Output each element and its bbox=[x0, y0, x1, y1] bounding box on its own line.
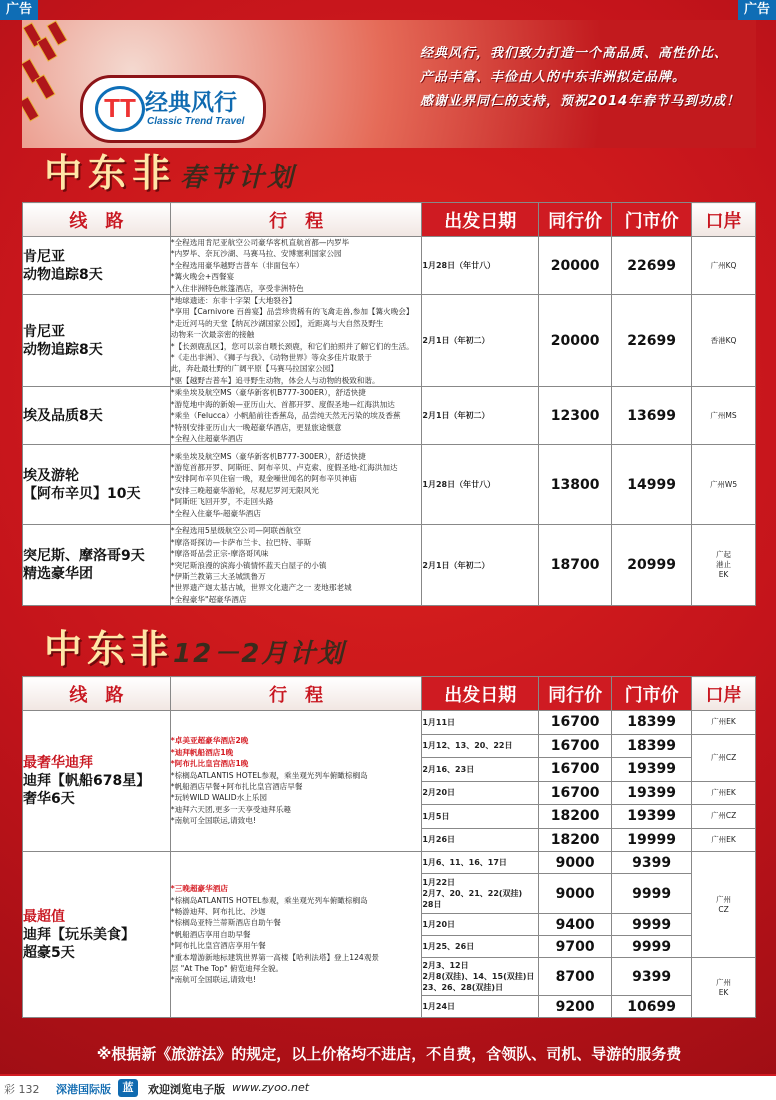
route-name: 肯尼亚 bbox=[23, 248, 65, 265]
retail-price: 18399 bbox=[612, 734, 692, 758]
itinerary-line: *享用【Carnivore 百兽宴】品尝珍贵稀有的飞禽走兽,参加【篝火晚会】 bbox=[170, 307, 414, 317]
header-itinerary: 行 程 bbox=[170, 203, 422, 237]
departure-date: 1月28日（年廿八） bbox=[422, 237, 539, 295]
departure-date bbox=[422, 805, 539, 829]
retail-price: 9399 bbox=[612, 958, 692, 996]
retail-price: 22699 bbox=[612, 295, 692, 387]
header-departure: 出发日期 bbox=[422, 677, 539, 711]
peer-price: 18200 bbox=[539, 828, 612, 852]
itinerary-line: *【长颈鹿乱区】，您可以亲自喂长颈鹿，和它们拍照并了解它们的生活。 bbox=[170, 341, 414, 351]
departure-date: 2月1日（年初二） bbox=[422, 525, 539, 606]
itinerary-line: *全程选用豪华越野吉普车（非面包车） bbox=[170, 260, 304, 270]
route-name: 突尼斯、摩洛哥9天 bbox=[23, 548, 145, 565]
edition-name: 深港国际版 bbox=[56, 1083, 111, 1096]
route-cell bbox=[23, 525, 171, 606]
section-title-sub: 12－2月计划 bbox=[173, 639, 346, 669]
route-name: 埃及游轮 bbox=[23, 467, 79, 484]
header-itinerary: 行 程 bbox=[170, 677, 422, 711]
itinerary-line: *棕榈岛亚特兰蒂斯酒店自助午餐 bbox=[170, 918, 281, 928]
date-line: 1月26日 bbox=[422, 835, 456, 845]
itinerary-line: *畅游迪拜、阿布扎比、沙迦 bbox=[170, 906, 266, 916]
itinerary-line: *乘坐埃及航空MS（豪华新客机B777-300ER），舒适快捷 bbox=[170, 388, 366, 398]
peer-price: 18200 bbox=[539, 805, 612, 829]
port-name: CZ bbox=[718, 904, 729, 914]
port-cell bbox=[692, 958, 756, 1018]
logo-name: 经典风行 bbox=[145, 90, 237, 116]
route-cell bbox=[23, 295, 171, 387]
header-retail-price: 门市价 bbox=[612, 203, 692, 237]
header-port: 口岸 bbox=[692, 677, 756, 711]
itinerary-line: *安排阿布辛贝住宿一晚，观金噪世闻名的阿布辛贝神庙 bbox=[170, 474, 357, 484]
itinerary-line: *驱【越野吉普车】追寻野生动物，体会人与动物的极致和谐。 bbox=[170, 375, 380, 385]
port-cell bbox=[692, 781, 756, 805]
itinerary-line: *南航可全国联运,请致电! bbox=[170, 816, 256, 826]
header-peer-price: 同行价 bbox=[539, 203, 612, 237]
retail-price: 10699 bbox=[612, 996, 692, 1018]
itinerary-line: *游览首都开罗、阿斯旺、阿布辛贝、卢克索、度假圣地-红海洪加达 bbox=[170, 463, 398, 472]
itinerary-highlight: *阿布扎比皇宫酒店1晚 bbox=[170, 759, 249, 769]
itinerary-line: *南航可全国联运,请致电! bbox=[170, 975, 256, 985]
departure-date bbox=[422, 852, 539, 874]
departure-date bbox=[422, 758, 539, 782]
spring-plan-table bbox=[22, 202, 756, 606]
header-peer-price: 同行价 bbox=[539, 677, 612, 711]
page-number: 彩 132 bbox=[4, 1083, 40, 1096]
header-port: 口岸 bbox=[692, 203, 756, 237]
itinerary-highlight: *迪拜帆船酒店1晚 bbox=[170, 747, 234, 757]
table-row bbox=[23, 852, 756, 874]
itinerary-line: *伊斯兰教第三大圣城凯鲁万 bbox=[170, 571, 266, 581]
itinerary-highlight: *卓美亚超豪华酒店2晚 bbox=[170, 736, 249, 746]
section-title-sub: 春节计划 bbox=[180, 163, 297, 193]
retail-price: 22699 bbox=[612, 237, 692, 295]
itinerary-cell bbox=[170, 711, 422, 852]
route-name: 动物追踪8天 bbox=[23, 266, 103, 283]
ad-tag-right: 广告 bbox=[738, 0, 776, 20]
route-cell bbox=[23, 387, 171, 445]
itinerary-line: *《走出非洲》、《狮子与我》、《动物世界》等众多佳片取景于 bbox=[170, 353, 372, 363]
port-cell bbox=[692, 852, 756, 958]
logo-english-name: Classic Trend Travel bbox=[147, 116, 245, 127]
itinerary-cell bbox=[170, 387, 422, 445]
retail-price: 13699 bbox=[612, 387, 692, 445]
date-line: 1月5日 bbox=[422, 811, 450, 821]
port-name: 广起 bbox=[716, 550, 732, 560]
port-name: 广州 bbox=[716, 977, 732, 987]
dec-feb-plan-table bbox=[22, 676, 756, 1018]
itinerary-line: *全程选用5星级航空公司—阿联酋航空 bbox=[170, 526, 301, 536]
port-name: 广州KQ bbox=[710, 260, 737, 270]
peer-price: 16700 bbox=[539, 781, 612, 805]
route-name bbox=[23, 772, 170, 808]
route-name: 【阿布辛贝】10天 bbox=[23, 485, 141, 502]
port-cell bbox=[692, 237, 756, 295]
itinerary-line: *全程豪华"超豪华酒店 bbox=[170, 594, 247, 604]
itinerary-line: *帆船酒店早餐+阿布扎比皇宫酒店早餐 bbox=[170, 782, 303, 791]
itinerary-line: *入住非洲特色帐篷酒店，享受非洲特色 bbox=[170, 283, 304, 293]
departure-date: 1月28日（年廿八） bbox=[422, 445, 539, 525]
itinerary-highlight: *三晚超豪华酒店 bbox=[170, 884, 228, 894]
header-departure: 出发日期 bbox=[422, 203, 539, 237]
date-line: 1月24日 bbox=[422, 1002, 456, 1011]
retail-price: 9999 bbox=[612, 914, 692, 936]
retail-price: 19399 bbox=[612, 781, 692, 805]
port-name: EK bbox=[718, 570, 729, 580]
port-cell bbox=[692, 295, 756, 387]
peer-price: 13800 bbox=[539, 445, 612, 525]
port-name: 广州EK bbox=[711, 834, 736, 844]
itinerary-line: 此，奔赴最壮野的广阔平原【马赛马拉国家公园】 bbox=[170, 364, 338, 374]
itinerary-cell bbox=[170, 295, 422, 387]
itinerary-line: *重本增游新地标建筑世界第一高楼【哈利法塔】登上124观景 bbox=[170, 952, 379, 962]
header-route: 线 路 bbox=[23, 203, 171, 237]
retail-price: 9399 bbox=[612, 852, 692, 874]
port-cell bbox=[692, 828, 756, 852]
peer-price: 16700 bbox=[539, 711, 612, 735]
route-cell bbox=[23, 852, 171, 1018]
itinerary-line: *地球遗迹：东非十字架【大地裂谷】 bbox=[170, 296, 297, 306]
date-line: 2月8(双挂)、14、15(双挂)日 bbox=[422, 972, 535, 981]
departure-date bbox=[422, 996, 539, 1018]
departure-date bbox=[422, 711, 539, 735]
itinerary-line: 层 "At The Top" 俯览迪拜全貌。 bbox=[170, 964, 284, 974]
departure-date: 2月1日（年初二） bbox=[422, 295, 539, 387]
itinerary-line: *全程入住豪华-超豪华酒店 bbox=[170, 508, 261, 518]
itinerary-line: *玩转WILD WALID水上乐园 bbox=[170, 793, 267, 803]
slogan-line: 产品丰富、丰俭由人的中东非洲拟定品牌。 bbox=[420, 70, 687, 85]
retail-price: 20999 bbox=[612, 525, 692, 606]
itinerary-line: *乘坐埃及航空MS（豪华新客机B777-300ER），舒适快捷 bbox=[170, 451, 366, 461]
date-line: 2月20日 bbox=[422, 788, 456, 798]
retail-price: 19399 bbox=[612, 805, 692, 829]
route-highlight: 最超值 bbox=[23, 908, 65, 925]
itinerary-line: *内罗毕、奈瓦沙湖、马赛马拉、安博塞利国家公园 bbox=[170, 249, 342, 259]
section-title-main: 中东非 bbox=[44, 151, 177, 195]
port-cell bbox=[692, 445, 756, 525]
date-line: 1月20日 bbox=[422, 920, 456, 929]
peer-price: 9000 bbox=[539, 874, 612, 914]
itinerary-line: *篝火晚会+西餐宴 bbox=[170, 272, 235, 282]
port-name: 广州 bbox=[716, 894, 732, 904]
route-name-line: 超豪5天 bbox=[23, 944, 75, 961]
port-cell bbox=[692, 387, 756, 445]
itinerary-cell bbox=[170, 525, 422, 606]
port-cell bbox=[692, 525, 756, 606]
peer-price: 16700 bbox=[539, 758, 612, 782]
route-name: 肯尼亚 bbox=[23, 323, 65, 340]
itinerary-cell bbox=[170, 445, 422, 525]
departure-date bbox=[422, 936, 539, 958]
itinerary-cell bbox=[170, 237, 422, 295]
port-cell bbox=[692, 711, 756, 735]
itinerary-line: *世界遗产迦太基古城，世界文化遗产之一 麦地那老城 bbox=[170, 583, 352, 593]
date-line: 23、26、28(双挂)日 bbox=[422, 983, 504, 992]
departure-date bbox=[422, 781, 539, 805]
itinerary-line: *帆船酒店享用自助早餐 bbox=[170, 929, 251, 939]
retail-price: 14999 bbox=[612, 445, 692, 525]
peer-price: 16700 bbox=[539, 734, 612, 758]
route-name: 埃及品质8天 bbox=[23, 407, 103, 424]
table-header bbox=[23, 677, 756, 711]
itinerary-cell bbox=[170, 852, 422, 1018]
route-name: 精选豪华团 bbox=[23, 566, 93, 583]
route-cell bbox=[23, 711, 171, 852]
section-title-main: 中东非 bbox=[44, 627, 174, 671]
port-name: 广州CZ bbox=[710, 811, 737, 821]
page-footer bbox=[0, 1074, 776, 1100]
departure-date bbox=[422, 874, 539, 914]
port-name: 广州CZ bbox=[710, 752, 737, 762]
port-name: 广州EK bbox=[711, 787, 736, 797]
footer-url[interactable]: www.zyoo.net bbox=[232, 1081, 310, 1094]
itinerary-line: *阿斯旺飞回开罗，不走回头路 bbox=[170, 497, 274, 507]
route-name-line: 奢华6天 bbox=[23, 791, 75, 807]
itinerary-line: *迪拜六天团,更多一天享受迪拜乐趣 bbox=[170, 804, 291, 814]
itinerary-line: *安排三晚超豪华游轮，尽观尼罗河无限风光 bbox=[170, 485, 319, 495]
date-line: 2月7、20、21、22(双挂) bbox=[422, 889, 523, 898]
itinerary-line: *走近河马的天堂【纳瓦沙湖国家公园】，近距离与大自然及野生 bbox=[170, 318, 384, 328]
peer-price: 9400 bbox=[539, 914, 612, 936]
retail-price: 9999 bbox=[612, 936, 692, 958]
date-line: 1月22日 bbox=[422, 878, 456, 887]
date-line: 2月16、23日 bbox=[422, 764, 475, 774]
departure-date bbox=[422, 734, 539, 758]
retail-price: 18399 bbox=[612, 711, 692, 735]
date-line: 28日 bbox=[422, 900, 442, 909]
ad-tag-left: 广告 bbox=[0, 0, 38, 20]
table-row bbox=[23, 525, 756, 606]
peer-price: 20000 bbox=[539, 295, 612, 387]
route-name bbox=[23, 926, 170, 962]
header-route: 线 路 bbox=[23, 677, 171, 711]
port-name: 港止 bbox=[716, 560, 732, 570]
peer-price: 18700 bbox=[539, 525, 612, 606]
itinerary-line: 动物来一次最亲密的接触 bbox=[170, 330, 255, 340]
itinerary-line: *棕榈岛ATLANTIS HOTEL参观，乘坐观光列车俯瞰棕榈岛 bbox=[170, 895, 368, 905]
itinerary-line: *突尼斯浪漫的滨海小镇情怀蓝天白屋子的小镇 bbox=[170, 560, 327, 570]
date-line: 1月11日 bbox=[422, 717, 456, 727]
section-title-winter bbox=[44, 618, 345, 673]
table-row bbox=[23, 237, 756, 295]
itinerary-line: *全程选用肯尼亚航空公司豪华客机直航首都—内罗毕 bbox=[170, 238, 350, 247]
itinerary-line: *棕榈岛ATLANTIS HOTEL参观，乘坐观光列车俯瞰棕榈岛 bbox=[170, 770, 368, 780]
retail-price: 19399 bbox=[612, 758, 692, 782]
peer-price: 9200 bbox=[539, 996, 612, 1018]
peer-price: 8700 bbox=[539, 958, 612, 996]
itinerary-line: *摩洛哥探访—卡萨布兰卡、拉巴特、菲斯 bbox=[170, 537, 312, 547]
table-row bbox=[23, 387, 756, 445]
peer-price: 12300 bbox=[539, 387, 612, 445]
route-name-line: 迪拜【帆船678星】 bbox=[23, 773, 151, 789]
port-name: 香港KQ bbox=[710, 335, 737, 345]
table-row bbox=[23, 445, 756, 525]
port-cell bbox=[692, 805, 756, 829]
date-line: 2月3、12日 bbox=[422, 961, 469, 970]
slogan bbox=[420, 42, 776, 114]
peer-price: 9000 bbox=[539, 852, 612, 874]
route-cell bbox=[23, 237, 171, 295]
logo-mark: TT bbox=[95, 86, 145, 132]
date-line: 1月25、26日 bbox=[422, 942, 475, 951]
port-cell bbox=[692, 734, 756, 781]
date-line: 1月12、13、20、22日 bbox=[422, 741, 513, 751]
itinerary-line: *全程入住超豪华酒店 bbox=[170, 433, 243, 443]
table-row bbox=[23, 711, 756, 735]
footer-text: 欢迎浏览电子版 bbox=[148, 1083, 225, 1096]
departure-date bbox=[422, 828, 539, 852]
departure-date bbox=[422, 958, 539, 996]
route-name-line: 迪拜【玩乐美食】 bbox=[23, 926, 135, 943]
table-header bbox=[23, 203, 756, 237]
peer-price: 9700 bbox=[539, 936, 612, 958]
edition-badge: 蓝 bbox=[118, 1079, 138, 1097]
route-name: 动物追踪8天 bbox=[23, 341, 103, 358]
date-line: 1月6、11、16、17日 bbox=[422, 858, 507, 867]
port-name: EK bbox=[718, 987, 729, 997]
top-banner bbox=[22, 20, 756, 148]
itinerary-line: *摩洛哥品尝正宗-摩洛哥风味 bbox=[170, 549, 269, 559]
itinerary-line: *游览地中海的新娘—亚历山大、首都开罗、度假圣地—红海洪加达 bbox=[170, 399, 395, 409]
header-retail-price: 门市价 bbox=[612, 677, 692, 711]
port-name: 广州W5 bbox=[709, 479, 738, 489]
departure-date: 2月1日（年初二） bbox=[422, 387, 539, 445]
retail-price: 19999 bbox=[612, 828, 692, 852]
retail-price: 9999 bbox=[612, 874, 692, 914]
slogan-line: 感谢业界同仁的支持，预祝2014年春节马到功成！ bbox=[420, 94, 741, 109]
legal-note: ※根据新《旅游法》的规定，以上价格均不进店，不自费，含领队、司机、导游的服务费 bbox=[96, 1045, 682, 1063]
section-title-spring bbox=[44, 142, 296, 197]
table-row bbox=[23, 295, 756, 387]
brand-logo bbox=[80, 75, 266, 143]
itinerary-line: *特别安排亚历山大一晚超豪华酒店，更显旅途惬意 bbox=[170, 422, 342, 432]
port-name: 广州MS bbox=[710, 410, 737, 420]
itinerary-line: *阿布扎比皇宫酒店享用午餐 bbox=[170, 941, 266, 951]
departure-date bbox=[422, 914, 539, 936]
itinerary-line: *乘坐（Felucca）小帆船前往香蕉岛，品尝纯天然无污染的埃及香蕉 bbox=[170, 411, 401, 421]
route-cell bbox=[23, 445, 171, 525]
slogan-line: 经典风行，我们致力打造一个高品质、高性价比、 bbox=[420, 46, 729, 61]
route-highlight: 最奢华迪拜 bbox=[23, 755, 93, 771]
peer-price: 20000 bbox=[539, 237, 612, 295]
port-name: 广州EK bbox=[711, 717, 736, 727]
